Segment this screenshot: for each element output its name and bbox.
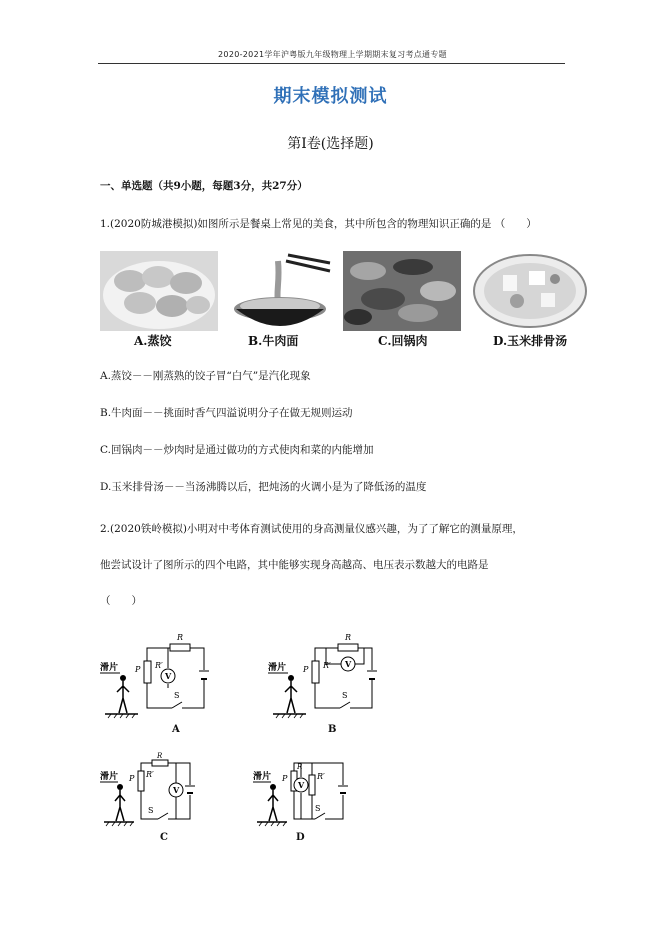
caption-d: D.玉米排骨汤 — [493, 334, 568, 348]
twice-cooked-pork-photo — [343, 251, 461, 331]
circuit-a — [100, 628, 220, 723]
caption-c: C.回锅肉 — [378, 334, 428, 348]
page-subtitle: 第Ⅰ卷(选择题) — [287, 136, 374, 152]
circuit-d-meter-label: V — [298, 780, 305, 790]
circuit-b-p-label: P — [303, 665, 309, 674]
circuit-a-meter-label: V — [165, 671, 172, 681]
question-1-option-d: D.玉米排骨汤－－当汤沸腾以后，把炖汤的火调小是为了降低汤的温度 — [100, 481, 427, 493]
circuit-a-slider-label: 滑片 — [100, 663, 119, 673]
circuit-d-rprime-label: R′ — [317, 772, 325, 781]
circuit-a-switch-label: S — [174, 691, 180, 700]
question-2-stem-line-1: 2.(2020铁岭模拟)小明对中考体育测试使用的身高测量仪感兴趣，为了了解它的测量原理， — [100, 523, 523, 535]
circuit-c — [100, 752, 210, 832]
circuit-a-r-label: R — [177, 633, 184, 642]
question-2-stem-line-3: （ ） — [100, 595, 142, 607]
circuit-b — [268, 628, 388, 723]
circuit-d-slider-label: 滑片 — [253, 772, 272, 782]
circuit-a-p-label: P — [135, 665, 141, 674]
circuit-b-slider-label: 滑片 — [268, 663, 287, 673]
header-rule — [98, 63, 565, 64]
circuit-a-label: A — [172, 724, 180, 735]
circuit-d — [253, 757, 363, 832]
noodle-photo — [228, 251, 332, 331]
circuit-b-label: B — [328, 724, 337, 735]
circuit-c-p-label: P — [129, 774, 135, 783]
question-1-stem: 1.(2020防城港模拟)如图所示是餐桌上常见的美食，其中所包含的物理知识正确的是 （ ） — [100, 218, 537, 230]
corn-rib-soup-photo — [471, 251, 589, 331]
page-header: 2020-2021学年沪粤版九年级物理上学期期末复习考点通专题 — [218, 50, 447, 59]
circuit-d-label: D — [296, 832, 305, 843]
section-heading: 一、单选题（共9小题，每题3分，共27分） — [100, 180, 308, 192]
circuit-c-label: C — [160, 832, 168, 843]
circuit-c-slider-label: 滑片 — [100, 772, 119, 782]
circuit-c-r-label: R — [157, 752, 163, 760]
circuit-b-meter-label: V — [345, 659, 352, 669]
circuit-c-rprime-label: R′ — [146, 770, 154, 779]
circuit-b-r-label: R — [345, 633, 352, 642]
question-1-option-b: B.牛肉面－－挑面时香气四溢说明分子在做无规则运动 — [100, 407, 353, 419]
question-2-stem-line-2: 他尝试设计了图所示的四个电路，其中能够实现身高越高、电压表示数越大的电路是 — [100, 559, 489, 571]
circuit-b-switch-label: S — [342, 691, 348, 700]
circuit-d-r-label: R — [297, 763, 303, 771]
circuit-d-p-label: P — [282, 774, 288, 783]
caption-b: B.牛肉面 — [248, 334, 299, 348]
dumpling-photo — [100, 251, 218, 331]
caption-a: A.蒸饺 — [134, 334, 172, 348]
circuit-a-rprime-label: R′ — [155, 661, 163, 670]
circuit-b-rprime-label: R′ — [323, 661, 331, 670]
circuit-c-meter-label: V — [173, 785, 180, 795]
question-1-option-c: C.回锅肉－－炒肉时是通过做功的方式使肉和菜的内能增加 — [100, 444, 374, 456]
question-1-option-a: A.蒸饺－－刚蒸熟的饺子冒“白气”是汽化现象 — [100, 370, 311, 382]
page-title: 期末模拟测试 — [273, 86, 388, 107]
circuit-c-switch-label: S — [148, 806, 154, 815]
circuit-d-switch-label: S — [315, 804, 321, 813]
